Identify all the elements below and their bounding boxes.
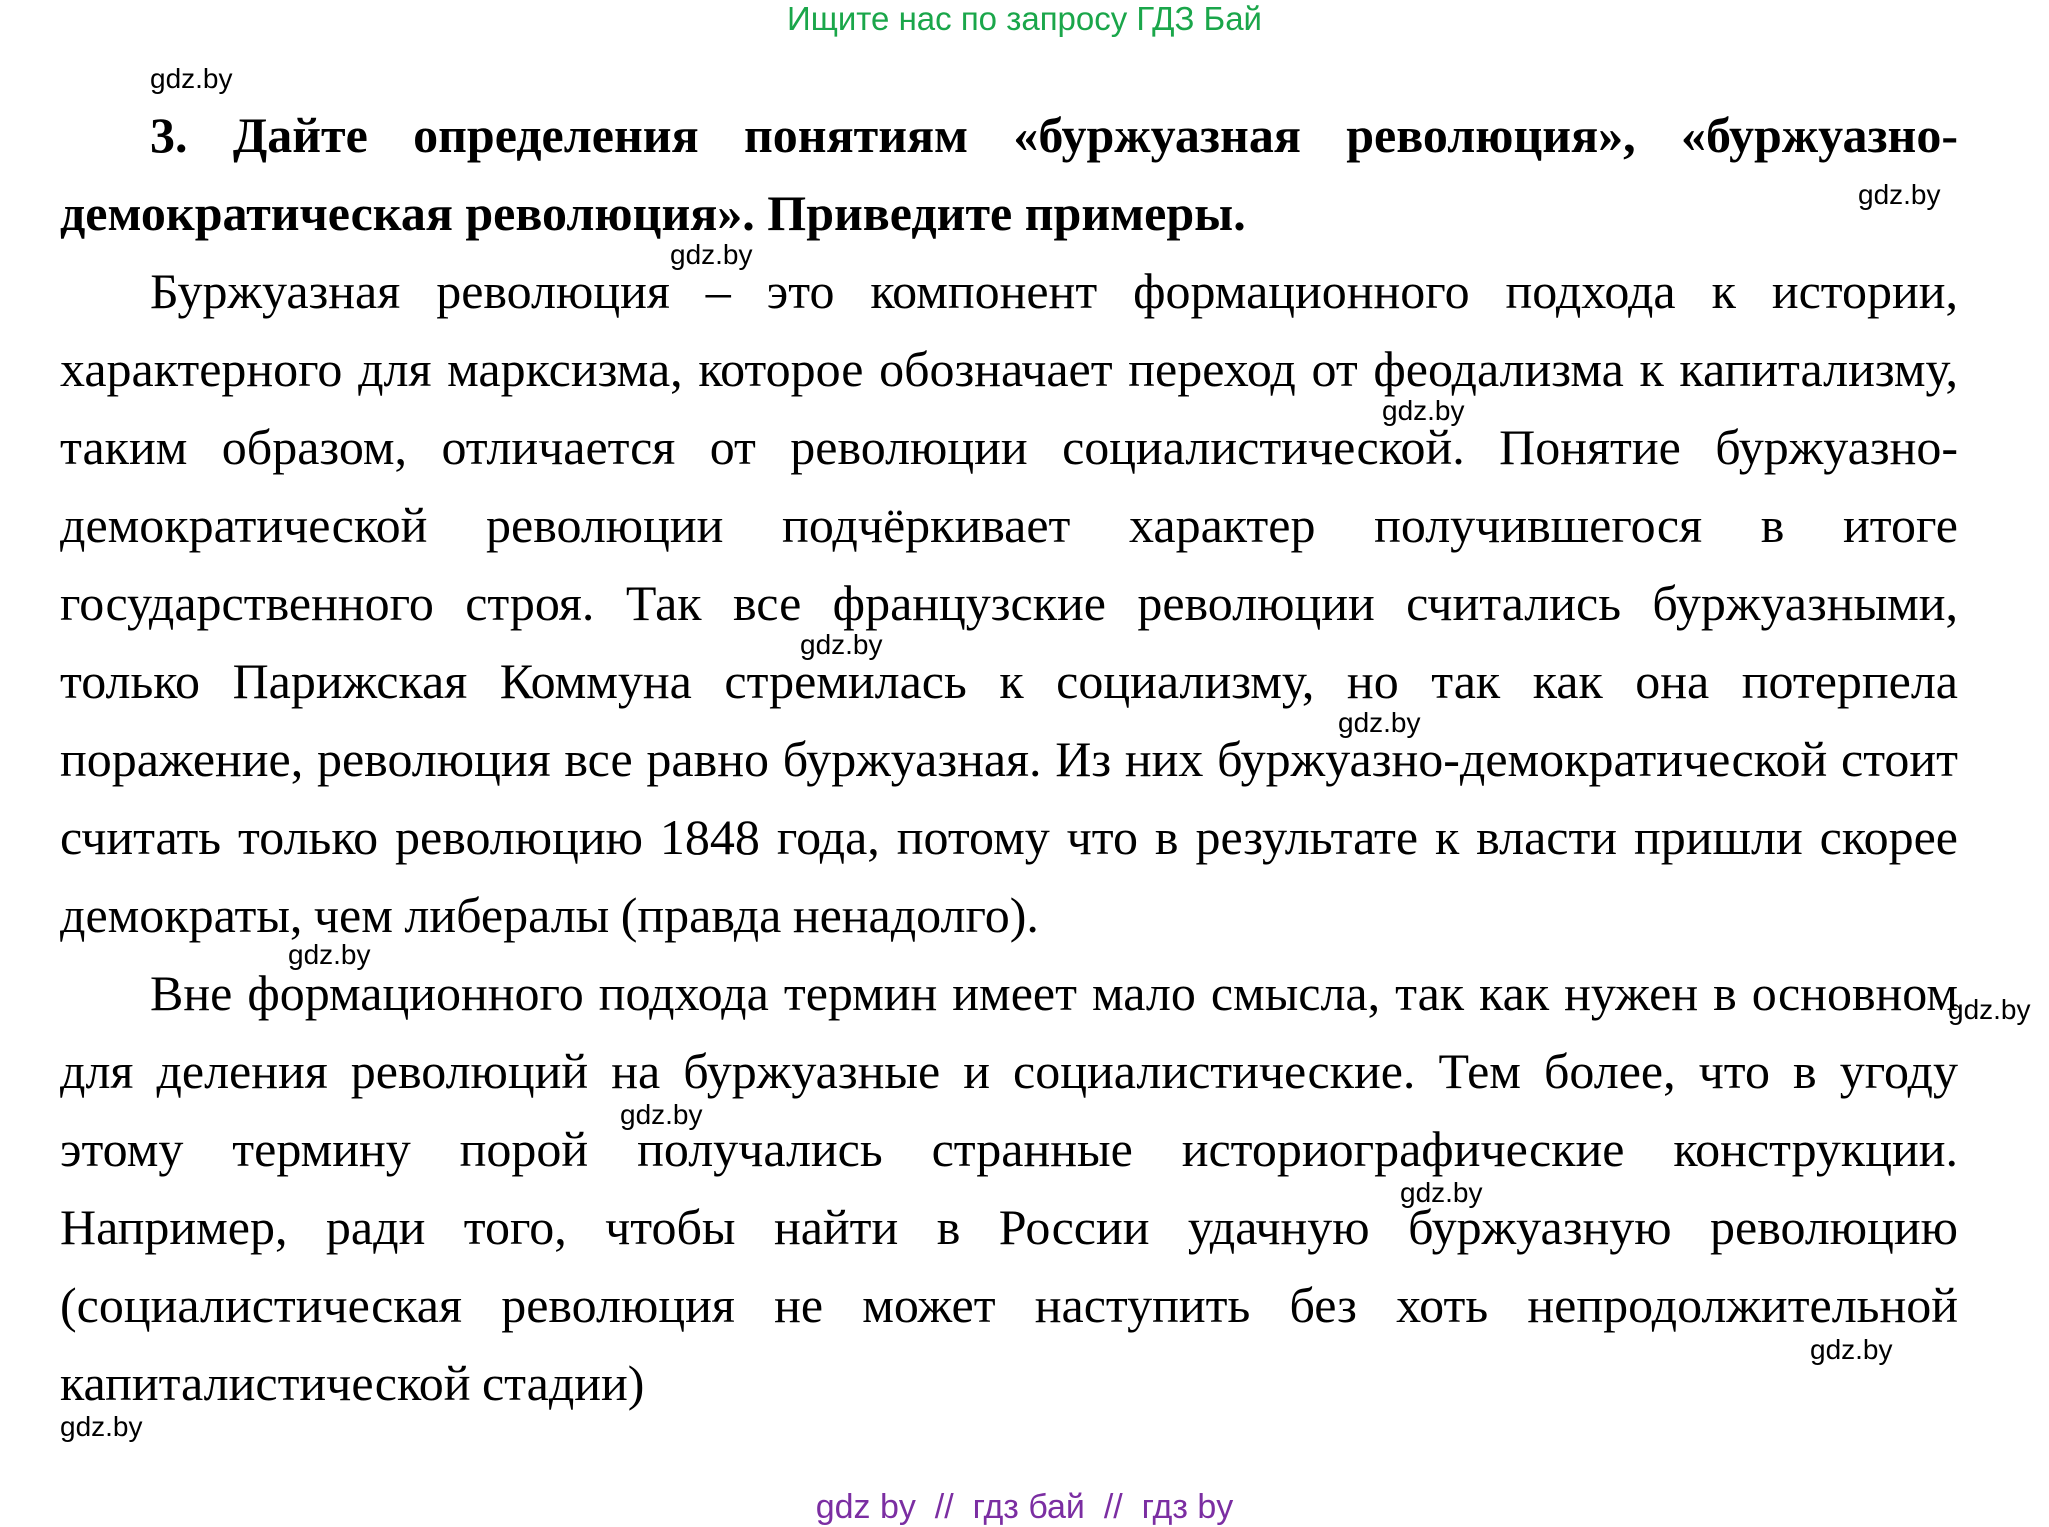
watermark: gdz.by <box>60 1411 143 1442</box>
watermark: gdz.by <box>1400 1177 1483 1208</box>
watermark: gdz.by <box>800 629 883 660</box>
document-body <box>60 96 1958 1422</box>
answer-paragraph-1: Буржуазная революция – это компонент формационного подхода к истории, характерного для марксизма, которое обозначает переход от феодализма к капитализму, таким образом, отличается от революции социалистической. Понятие буржуазно-демократической революции подчёркивает характер получившегося в итоге государственного строя. Так все французские революции считались буржуазными, только Парижская Коммуна стремилась к социализму, но так как она потерпела поражение, революция все равно буржуазная. Из них буржуазно-демократической стоит считать только революцию 1848 года, потому что в результате к власти пришли скорее демократы, чем либералы (правда ненадолго). <box>60 263 1958 943</box>
watermark: gdz.by <box>620 1099 703 1130</box>
answer-paragraph-2: Вне формационного подхода термин имеет мало смысла, так как нужен в основном для деления революций на буржуазные и социалистические. Тем более, что в угоду этому термину порой получались странные историографические конструкции. Например, ради того, чтобы найти в России удачную буржуазную революцию (социалистическая революция не может наступить без хоть непродолжительной капиталистической стадии) <box>60 965 1958 1411</box>
watermark: gdz.by <box>670 239 753 270</box>
watermark: gdz.by <box>1338 707 1421 738</box>
watermark: gdz.by <box>150 63 233 94</box>
task-title: 3. Дайте определения понятиям «буржуазная революция», «буржуазно-демократическая революция». Приведите примеры. <box>60 107 1958 241</box>
footer-links: gdz by // гдз бай // гдз by <box>815 1488 1234 1526</box>
watermark: gdz.by <box>1858 179 1941 210</box>
watermark: gdz.by <box>1948 994 2031 1025</box>
watermark: gdz.by <box>1382 395 1465 426</box>
search-banner: Ищите нас по запросу ГДЗ Бай <box>787 0 1262 37</box>
watermark: gdz.by <box>288 939 371 970</box>
watermark: gdz.by <box>1810 1334 1893 1365</box>
